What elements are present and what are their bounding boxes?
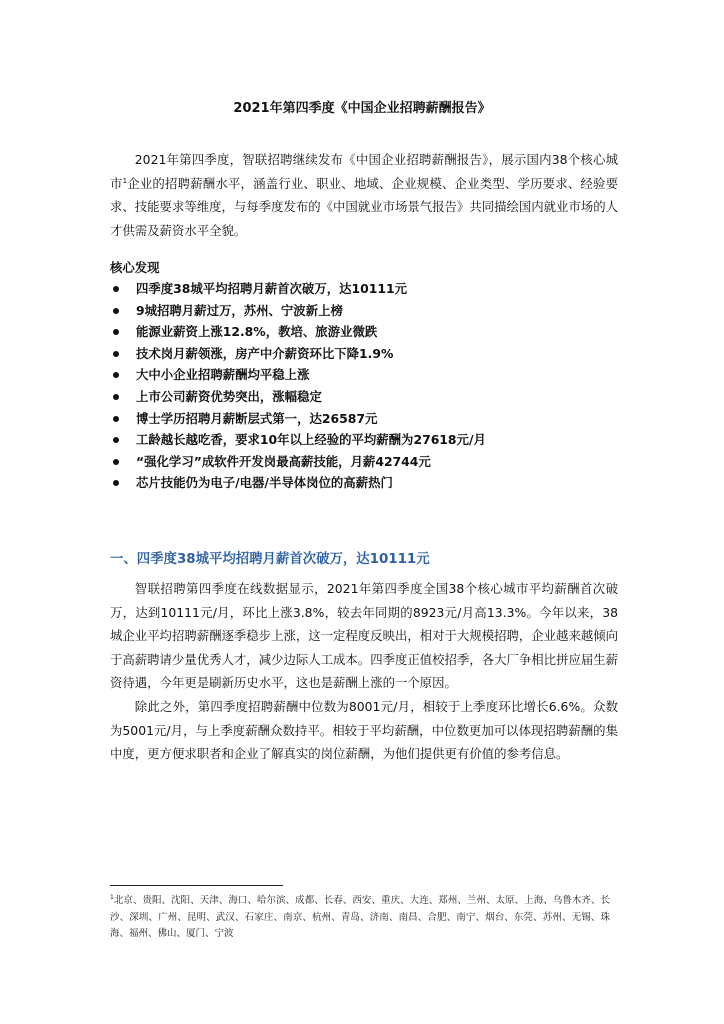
findings-item-text: 四季度38城平均招聘月薪首次破万，达10111元 [136, 281, 407, 296]
findings-item-text: 技术岗月薪领涨，房产中介薪资环比下降1.9% [136, 345, 394, 361]
bullet-icon [113, 372, 119, 378]
findings-item [110, 472, 620, 494]
findings-item [110, 300, 620, 322]
footnote-reference[interactable]: 1 [122, 176, 128, 185]
findings-item [110, 321, 620, 343]
findings-item [110, 343, 620, 365]
findings-item-text: 9城招聘月薪过万，苏州、宁波新上榜 [136, 302, 343, 318]
footnote-divider [110, 885, 283, 886]
intro-text [110, 148, 618, 242]
bullet-icon [113, 394, 119, 400]
bullet-icon [113, 437, 119, 443]
findings-item-text: 工龄越长越吃香，要求10年以上经验的平均薪酬为27618元/月 [136, 432, 486, 448]
findings-item [110, 364, 620, 386]
findings-item-text: 能源业薪资上涨12.8%，教培、旅游业微跌 [136, 324, 378, 340]
bullet-icon [113, 459, 119, 465]
findings-list [110, 278, 620, 494]
bullet-icon [113, 416, 119, 422]
bullet-icon [113, 308, 119, 314]
footnote-mark: 1 [110, 894, 114, 901]
findings-item [110, 386, 620, 408]
intro-paragraph [110, 148, 618, 242]
findings-item-text: 上市公司薪资优势突出，涨幅稳定 [136, 388, 322, 404]
findings-item-text: “强化学习”成软件开发岗最高薪技能，月薪42744元 [136, 453, 431, 469]
footnote [110, 893, 610, 943]
findings-item [110, 278, 620, 300]
bullet-icon [113, 329, 119, 335]
findings-item-text: 芯片技能仍为电子/电器/半导体岗位的高薪热门 [136, 475, 393, 491]
section-paragraph: 智联招聘第四季度在线数据显示，2021年第四季度全国38个核心城市平均薪酬首次破万，达到10111元/月，环比上涨3.8%，较去年同期的8923元/月高13.3%。今年以来，38城企业平均招聘薪酬逐季稳步上涨，这一定程度反映出，相对于大规模招聘，企业越来越倾向于高薪聘请少量优秀人才，减少边际人工成本。四季度正值校招季，各大厂争相比拼应届生薪资待遇，今年更是刷新历史水平，这也是薪酬上涨的一个原因。 [110, 581, 619, 691]
footnote-text: 北京、贵阳、沈阳、天津、海口、哈尔滨、成都、长春、西安、重庆、大连、郑州、兰州、太原、上海、乌鲁木齐、长沙、深圳、广州、昆明、武汉、石家庄、南京、杭州、青岛、济南、南昌、合肥、南宁、烟台、东莞、苏州、无锡、珠海、福州、佛山、厦门、宁波 [110, 895, 610, 940]
findings-item [110, 429, 620, 451]
findings-item [110, 408, 620, 430]
findings-item-text: 大中小企业招聘薪酬均平稳上涨 [136, 367, 310, 383]
findings-heading: 核心发现 [110, 260, 160, 275]
section-body [110, 577, 618, 766]
bullet-icon [113, 480, 119, 486]
bullet-icon [113, 286, 119, 292]
findings-item [110, 451, 620, 473]
page-title: 2021年第四季度《中国企业招聘薪酬报告》 [233, 101, 491, 116]
intro-text-part1: 2021年第四季度，智联招聘继续发布《中国企业招聘薪酬报告》，展示国内38个核心城市 [110, 152, 618, 191]
section-paragraph: 除此之外，第四季度招聘薪酬中位数为8001元/月，相较于上季度环比增长6.6%。众数为5001元/月，与上季度薪酬众数持平。相较于平均薪酬，中位数更加可以体现招聘薪酬的集中度，更方便求职者和企业了解真实的岗位薪酬，为他们提供更有价值的参考信息。 [110, 698, 618, 762]
intro-text-part2: 企业的招聘薪酬水平，涵盖行业、职业、地域、企业规模、企业类型、学历要求、经验要求、技能要求等维度，与每季度发布的《中国就业市场景气报告》共同描绘国内就业市场的人才供需及薪资水平全貌。 [110, 175, 619, 238]
bullet-icon [113, 351, 119, 357]
section-heading: 一、四季度38城平均招聘月薪首次破万，达10111元 [110, 552, 430, 567]
findings-item-text: 博士学历招聘月薪断层式第一，达26587元 [136, 410, 378, 426]
